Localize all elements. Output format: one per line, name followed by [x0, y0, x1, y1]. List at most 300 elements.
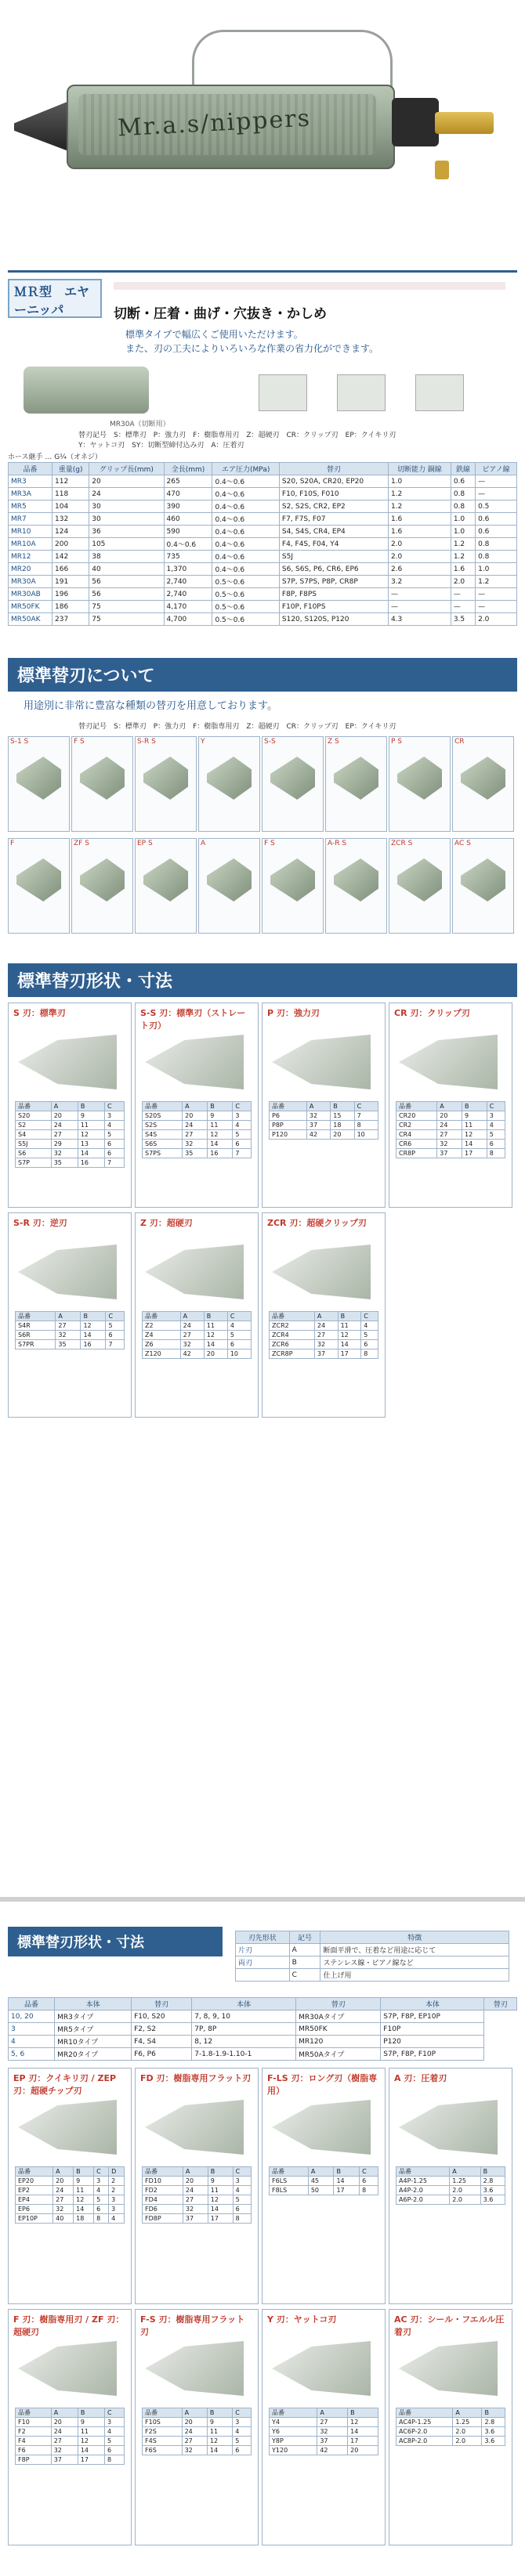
model-cell: MR3A	[9, 488, 52, 500]
dimension-table	[142, 2166, 252, 2224]
description-line1: 標準タイプで幅広くご使用いただけます。	[125, 329, 303, 340]
dimension-panel	[8, 1003, 132, 1208]
dimension-cell: C	[106, 1312, 125, 1321]
dimension-cell: 14	[78, 2446, 104, 2455]
dimension-cell: 12	[207, 2437, 232, 2446]
dimension-cell: 8	[104, 2455, 124, 2465]
dimension-cell: S2	[16, 1121, 52, 1130]
table-cell: 2.0	[476, 613, 517, 626]
blade-label: S-1 S	[10, 738, 29, 746]
dimension-panel	[135, 2068, 259, 2304]
dimension-cell: 12	[78, 1130, 104, 1140]
blade-label: F S	[264, 840, 275, 847]
dimension-row	[396, 1102, 505, 1111]
page-divider	[0, 1897, 525, 1902]
dimension-cell: 11	[78, 1121, 104, 1130]
dimension-cell: 5	[227, 1331, 251, 1340]
dimension-cell: ZCR4	[270, 1331, 315, 1340]
dimension-cell: 13	[78, 1140, 104, 1149]
table-cell: 2.6	[388, 563, 451, 576]
dimension-cell: S7PR	[16, 1340, 56, 1349]
model-cell: 5, 6	[9, 2048, 55, 2061]
dimension-row	[143, 1130, 252, 1140]
dimension-row	[270, 1349, 378, 1359]
dimension-cell: 11	[74, 2186, 94, 2195]
dimension-cell: 6	[104, 1140, 124, 1149]
model-row	[9, 2048, 517, 2061]
dimension-row	[270, 1130, 378, 1140]
blade-label: EP S	[137, 840, 153, 847]
dimension-row	[143, 1321, 252, 1331]
table-cell: 1.0	[451, 513, 475, 526]
dimension-cell: 32	[51, 2446, 78, 2455]
dimension-cell: 15	[331, 1111, 354, 1121]
dimension-panel	[262, 1212, 386, 1418]
model-cell: MR10	[9, 526, 52, 538]
table-cell: 30	[89, 500, 164, 513]
dimension-cell: F2S	[143, 2427, 183, 2437]
dimension-cell: A	[306, 1102, 330, 1111]
dimension-cell: 42	[306, 1130, 330, 1140]
dimension-cell: 4	[104, 2427, 124, 2437]
dimension-row	[396, 2167, 505, 2177]
dimension-cell: 品番	[270, 2167, 309, 2177]
dimension-cell: Z6	[143, 1340, 181, 1349]
dimension-cell: 11	[207, 2427, 232, 2437]
dimension-cell: 2	[109, 2186, 125, 2195]
dimension-cell: 品番	[270, 2408, 317, 2418]
blade-card	[198, 736, 260, 832]
table-cell: MR3タイプ	[55, 2011, 132, 2023]
dimension-table	[396, 1101, 505, 1158]
dimension-cell: 6	[233, 2205, 251, 2214]
dimension-cell: FD8P	[143, 2214, 183, 2224]
dimension-cell: 3.6	[482, 2427, 505, 2437]
dimension-cell: 16	[81, 1340, 106, 1349]
table-cell: —	[476, 601, 517, 613]
model-cell	[236, 1969, 290, 1982]
dimension-cell: 6	[233, 1140, 252, 1149]
table-cell: 105	[89, 538, 164, 551]
dimension-table	[269, 1311, 378, 1359]
table-cell: 166	[52, 563, 89, 576]
table-cell: —	[388, 601, 451, 613]
dimension-cell: 5	[106, 1321, 125, 1331]
dimension-cell: FD10	[143, 2177, 183, 2186]
dimension-panel	[389, 1003, 512, 1208]
table-cell: F8P, F8PS	[279, 588, 388, 601]
dimension-cell: S4	[16, 1130, 52, 1140]
dimension-cell: 37	[306, 1121, 330, 1130]
dimension-cell: 32	[180, 1340, 204, 1349]
dimension-cell: 3.6	[480, 2186, 505, 2195]
dimension-table	[15, 1101, 125, 1168]
dimension-cell: 17	[348, 2437, 378, 2446]
dimension-row	[16, 1321, 125, 1331]
dimension-cell: 4	[233, 2427, 252, 2437]
dimension-cell: 24	[183, 1121, 208, 1130]
model-cell: MR7	[9, 513, 52, 526]
dimension-row	[143, 2186, 252, 2195]
type-header-cell: 記号	[289, 1931, 320, 1944]
blade-shape-icon	[143, 858, 188, 901]
table-cell: 1.6	[388, 526, 451, 538]
dimension-table	[396, 2408, 505, 2446]
table-cell: 1.2	[388, 488, 451, 500]
dimension-cell: A	[317, 2408, 348, 2418]
blade-sketch-icon	[18, 1035, 117, 1089]
table-cell: MR50Aタイプ	[296, 2048, 381, 2061]
blade-sketch-icon	[145, 2100, 244, 2155]
table-cell: 7P, 8P	[192, 2023, 296, 2036]
dimension-cell: F6	[16, 2446, 52, 2455]
dimension-cell: 45	[308, 2177, 334, 2186]
dimension-cell: 6	[94, 2205, 109, 2214]
dimension-cell: 6	[227, 1340, 251, 1349]
dimension-cell: 11	[208, 1121, 233, 1130]
dimension-cell: 35	[183, 1149, 208, 1158]
dimension-cell: 37	[51, 2455, 78, 2465]
table-cell: 0.8	[476, 551, 517, 563]
dimension-cell: Y8P	[270, 2437, 317, 2446]
dimension-cell: 20	[183, 2177, 208, 2186]
dimension-cell: FD6	[143, 2205, 183, 2214]
dimension-cell: ZCR2	[270, 1321, 315, 1331]
blade-photo-3	[415, 374, 464, 411]
table-cell: 4.3	[388, 613, 451, 626]
dimension-cell: S7PS	[143, 1149, 183, 1158]
dimension-cell: 24	[51, 2427, 78, 2437]
dimension-row	[143, 2437, 252, 2446]
dimension-cell: 29	[51, 1140, 78, 1149]
dimension-cell: FD2	[143, 2186, 183, 2195]
blade-sketch-icon	[399, 1035, 498, 1089]
dimension-cell: A	[56, 1312, 81, 1321]
table-cell: 0.5〜0.6	[212, 613, 279, 626]
dimension-cell: 27	[51, 1130, 78, 1140]
table-cell: 1.2	[476, 576, 517, 588]
dimension-cell: F10	[16, 2418, 52, 2427]
dimension-cell: 32	[317, 2427, 348, 2437]
dimension-row	[143, 2214, 252, 2224]
dimension-row	[143, 1111, 252, 1121]
dimension-cell: 24	[314, 1321, 338, 1331]
blade-label: S-S	[264, 738, 276, 746]
dimension-cell: EP10P	[16, 2214, 53, 2224]
blade-shape-icon	[80, 858, 125, 901]
dimension-cell: CR4	[396, 1130, 437, 1140]
dimension-cell: 8	[233, 2214, 251, 2224]
blade-sketch-icon	[272, 2100, 371, 2155]
dimension-cell: B	[482, 2408, 505, 2418]
dimension-cell: 42	[180, 1349, 204, 1359]
table-cell: 断面平滑で、圧着など用途に応じて	[320, 1944, 509, 1956]
blade-shape-icon	[461, 757, 505, 800]
blade-card	[198, 838, 260, 934]
dimension-panel-title: P 刃：強力刃	[267, 1008, 320, 1018]
dimension-cell: A4P-2.0	[396, 2186, 450, 2195]
table-cell: F7, F7S, F07	[279, 513, 388, 526]
table-cell: F4, F4S, F04, Y4	[279, 538, 388, 551]
dimension-cell: 24	[182, 2427, 207, 2437]
dimension-cell: 14	[78, 1149, 104, 1158]
notice-band	[114, 282, 505, 290]
dimension-cell: F6S	[143, 2446, 183, 2455]
blade-sketch-icon	[145, 1035, 244, 1089]
dimension-cell: CR6	[396, 1140, 437, 1149]
table-cell: MR5タイプ	[55, 2023, 132, 2036]
model-row	[9, 2036, 517, 2048]
blade-shape-icon	[16, 858, 61, 901]
dimension-cell: B	[338, 1312, 361, 1321]
blade-card	[135, 838, 197, 934]
dimension-table	[15, 2408, 125, 2465]
dimension-table	[15, 1311, 125, 1349]
dimension-cell: A	[180, 1312, 204, 1321]
spec-header-cell: エア圧力(MPa)	[212, 463, 279, 475]
table-cell: 470	[164, 488, 212, 500]
dimension-cell: 1.25	[450, 2177, 480, 2186]
dimension-cell: 2.8	[480, 2177, 505, 2186]
blade-sketch-icon	[145, 2341, 244, 2396]
dimension-cell: 27	[314, 1331, 338, 1340]
dimension-cell: B	[208, 1102, 233, 1111]
blade-sketch-icon	[272, 1035, 371, 1089]
dimension-cell: 6	[361, 1340, 378, 1349]
table-cell: 0.4〜0.6	[212, 488, 279, 500]
table-cell: 0.4〜0.6	[212, 551, 279, 563]
table-cell: 8, 12	[192, 2036, 296, 2048]
blade-sketch-icon	[399, 2341, 498, 2396]
dimension-cell: 3	[487, 1111, 505, 1121]
dimension-cell: B	[334, 2167, 360, 2177]
section2-heading: 標準替刃について	[8, 658, 517, 692]
table-cell: 仕上げ用	[320, 1969, 509, 1982]
blade-photo-2	[337, 374, 386, 411]
table-cell: 104	[52, 500, 89, 513]
dimension-cell: 24	[437, 1121, 462, 1130]
dimension-row	[396, 1111, 505, 1121]
dimension-cell: 17	[78, 2455, 104, 2465]
table-cell: S6, S6S, P6, CR6, EP6	[279, 563, 388, 576]
dimension-cell: EP2	[16, 2186, 53, 2195]
table-cell: 0.8	[451, 488, 475, 500]
dimension-cell: 20	[51, 1111, 78, 1121]
blade-legend-2: Y：ヤットコ刃 SY：切断型締付込み刃 A：圧着刃	[78, 442, 244, 450]
dimension-cell: 4	[109, 2214, 125, 2224]
dimension-cell: EP20	[16, 2177, 53, 2186]
model-cell: 10, 20	[9, 2011, 55, 2023]
dimension-cell: A	[453, 2408, 482, 2418]
dimension-cell: 2.0	[450, 2195, 480, 2205]
blade-card	[135, 736, 197, 832]
table-cell: 3.5	[451, 613, 475, 626]
dimension-cell: 17	[208, 2214, 233, 2224]
dimension-cell: Z2	[143, 1321, 181, 1331]
blade-shape-icon	[397, 858, 442, 901]
dimension-cell: Y120	[270, 2446, 317, 2455]
dimension-cell: ZCR6	[270, 1340, 315, 1349]
blade-sketch-icon	[272, 2341, 371, 2396]
dimension-cell: 27	[183, 1130, 208, 1140]
model-cell: MR5	[9, 500, 52, 513]
dimension-cell: 3	[94, 2177, 109, 2186]
dimension-panel-title: S-S 刃：標準刃（ストレート刃）	[140, 1008, 246, 1031]
blade-sketch-icon	[18, 1245, 117, 1299]
dimension-cell: 7	[233, 1149, 252, 1158]
spec-header-cell: グリップ長(mm)	[89, 463, 164, 475]
dimension-cell: 7	[106, 1340, 125, 1349]
dimension-row	[143, 2177, 252, 2186]
dimension-cell: 37	[317, 2437, 348, 2446]
dimension-table	[142, 1311, 252, 1359]
dimension-cell: F10S	[143, 2418, 183, 2427]
table-cell: 75	[89, 613, 164, 626]
dimension-cell: 24	[51, 1121, 78, 1130]
type-row	[236, 1956, 509, 1969]
table-cell: 132	[52, 513, 89, 526]
table-cell: —	[388, 588, 451, 601]
dimension-panel-title: CR 刃：クリップ刃	[394, 1008, 470, 1018]
dimension-cell: 32	[182, 2446, 207, 2455]
dimension-cell: 3.6	[482, 2437, 505, 2446]
dimension-cell: 27	[51, 2437, 78, 2446]
blade-card	[452, 838, 514, 934]
dimension-cell: P120	[270, 1130, 307, 1140]
dimension-cell: 品番	[143, 2408, 183, 2418]
dimension-cell: 12	[208, 2195, 233, 2205]
dimension-row	[143, 1349, 252, 1359]
dimension-row	[16, 2446, 125, 2455]
dimension-cell: F8LS	[270, 2186, 309, 2195]
table-cell: MR120	[296, 2036, 381, 2048]
dimension-row	[143, 2427, 252, 2437]
dimension-panel-title: ZCR 刃：超硬クリップ刃	[267, 1218, 367, 1228]
dimension-panel-title: EP 刃：クイキリ刃 / ZEP 刃：超硬チップ刃	[13, 2073, 117, 2096]
type-header-cell: 刃先形状	[236, 1931, 290, 1944]
blade-label: A-R S	[328, 840, 347, 847]
dimension-cell: 16	[208, 1149, 233, 1158]
dimension-row	[396, 2177, 505, 2186]
section4-heading: 標準替刃形状・寸法	[8, 1927, 223, 1956]
blade-sketch-icon	[18, 2341, 117, 2396]
dimension-table	[396, 2166, 505, 2205]
table-cell: 1.2	[451, 551, 475, 563]
table-cell: 191	[52, 576, 89, 588]
dimension-row	[270, 2177, 378, 2186]
dimension-cell: CR2	[396, 1121, 437, 1130]
table-cell: 7, 8, 9, 10	[192, 2011, 296, 2023]
model-cell: 3	[9, 2023, 55, 2036]
blade-card	[71, 838, 133, 934]
dimension-cell: 27	[56, 1321, 81, 1331]
dimension-row	[396, 2437, 505, 2446]
dimension-cell: A4P-1.25	[396, 2177, 450, 2186]
dimension-cell: 11	[338, 1321, 361, 1331]
dimension-cell: C	[94, 2167, 109, 2177]
dimension-cell: ZCR8P	[270, 1349, 315, 1359]
dimension-cell: B	[331, 1102, 354, 1111]
dimensions-section-2	[0, 1927, 525, 2569]
dimension-panel	[262, 2309, 386, 2545]
dimension-cell: 6	[104, 1149, 124, 1158]
dimension-row	[16, 1312, 125, 1321]
dimension-cell: 1.25	[453, 2418, 482, 2427]
dimension-cell: 14	[204, 1340, 227, 1349]
table-cell: —	[451, 588, 475, 601]
blade-label: F S	[74, 738, 85, 746]
table-cell: 118	[52, 488, 89, 500]
dimension-cell: C	[361, 1312, 378, 1321]
blade-sketch-icon	[272, 1245, 371, 1299]
dimension-cell: F6LS	[270, 2177, 309, 2186]
blade-shape-icon	[143, 757, 188, 800]
spec-header-cell: 品番	[9, 463, 52, 475]
dimension-cell: 20	[51, 2418, 78, 2427]
dimension-cell: 12	[74, 2195, 94, 2205]
dimension-cell: 10	[227, 1349, 251, 1359]
dimension-cell: 32	[53, 2205, 74, 2214]
dimension-table	[15, 2166, 125, 2224]
dimension-row	[143, 2408, 252, 2418]
table-cell: —	[476, 488, 517, 500]
dimension-cell: 4	[233, 2186, 251, 2195]
dimension-cell: 6	[106, 1331, 125, 1340]
dimension-row	[396, 1130, 505, 1140]
table-cell: 2.0	[451, 576, 475, 588]
dimension-row	[143, 2446, 252, 2455]
dimension-cell: 14	[74, 2205, 94, 2214]
dimension-row	[16, 2455, 125, 2465]
dimension-cell: S6S	[143, 1140, 183, 1149]
dimension-panel-title: Y 刃：ヤットコ刃	[267, 2314, 337, 2325]
dimension-row	[16, 2214, 125, 2224]
section3-heading: 標準替刃形状・寸法	[8, 963, 517, 997]
dimension-cell: A	[183, 2167, 208, 2177]
dimension-cell: S20S	[143, 1111, 183, 1121]
dimension-cell: 4	[94, 2186, 109, 2195]
table-cell: 20	[89, 475, 164, 488]
dimension-cell: 35	[51, 1158, 78, 1168]
table-cell: 196	[52, 588, 89, 601]
dimension-cell: Y6	[270, 2427, 317, 2437]
dimension-cell: 32	[183, 2205, 208, 2214]
dimension-cell: 12	[348, 2418, 378, 2427]
model-header-cell: 本体	[192, 1998, 296, 2011]
table-cell: 112	[52, 475, 89, 488]
model-row	[9, 2011, 517, 2023]
dimension-panels-1	[8, 1003, 517, 1872]
table-cell: 0.8	[451, 500, 475, 513]
dimension-cell: 20	[182, 2418, 207, 2427]
table-cell: 4,700	[164, 613, 212, 626]
dimension-cell: 品番	[396, 2408, 453, 2418]
table-cell: 1.0	[476, 563, 517, 576]
dimension-cell: F2	[16, 2427, 52, 2437]
dimension-cell: 3	[233, 2177, 251, 2186]
table-cell: 0.4〜0.6	[212, 475, 279, 488]
dimension-cell: 2.0	[450, 2186, 480, 2195]
dimension-cell: C	[233, 2167, 251, 2177]
valve-block	[392, 98, 439, 146]
table-cell: S120, S120S, P120	[279, 613, 388, 626]
table-cell: 0.5	[476, 500, 517, 513]
dimension-cell: A	[314, 1312, 338, 1321]
dimension-cell: 6	[360, 2177, 378, 2186]
description-line2: また、刃の工夫によりいろいろな作業の省力化ができます。	[125, 343, 379, 354]
dimension-cell: 品番	[270, 1102, 307, 1111]
dimension-cell: 8	[487, 1149, 505, 1158]
